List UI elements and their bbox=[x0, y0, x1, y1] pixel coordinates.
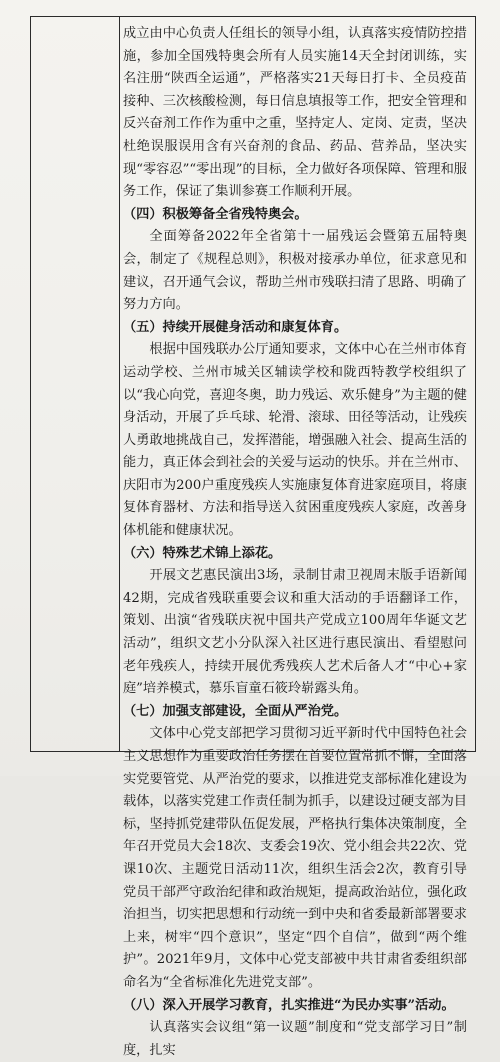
heading-8: （八）深入开展学习教育，扎实推进“为民办实事”活动。 bbox=[123, 997, 455, 1013]
paragraph-6: 认真落实会议组“第一议题”制度和“党支部学习日”制度，扎实 bbox=[123, 1020, 467, 1058]
paragraph-5: 文体中心党支部把学习贯彻习近平新时代中国特色社会主义思想作为重要政治任务摆在首要位置常抓不懈，全面落实党要管党、从严治党的要求，以推进党支部标准化建设为载体，以落实党建工作责任制为抓手，以建设过硬支部为目标，坚持抓党建带队伍促发展，严格执行集体决策制度，全年召开党员大会18次、支委会19次、党小组会共22次、党课10次、主题党日活动11次，组织生活会2次，教育引导党员干部严守政治纪律和政治规矩，提高政治站位，强化政治担当，切实把思想和行动统一到中央和省委最新部署要求上来，树牢“四个意识”，坚定“四个自信”，做到“两个维护”。2021年9月，文体中心党支部被中共甘肃省委组织部命名为“全省标准化先进党支部”。 bbox=[123, 726, 467, 990]
paragraph-1: 成立由中心负责人任组长的领导小组，认真落实疫情防控措施，参加全国残特奥会所有人员实施14天全封闭训练，实名注册“陕西全运通”，严格落实21天每日打卡、全员疫苗接种、三次核酸检测，每日信息填报等工作，把安全管理和反兴奋剂工作作为重中之重，坚持定人、定岗、定责，坚决杜绝误服误用含有兴奋剂的食品、药品、营养品，坚决实现“零容忍”“零出现”的目标，全力做好各项保障、管理和服务工作，保证了集训参赛工作顺利开展。 bbox=[123, 26, 467, 200]
paragraph-2: 全面筹备2022年全省第十一届残运会暨第五届特奥会，制定了《规程总则》，积极对接承办单位，征求意见和建议，召开通气会议，帮助兰州市残联扫清了思路、明确了努力方向。 bbox=[123, 229, 467, 313]
heading-4: （四）积极筹备全省残特奥会。 bbox=[123, 206, 308, 222]
paragraph-3: 根据中国残联办公厅通知要求，文体中心在兰州市体育运动学校、兰州市城关区辅读学校和陇西特教学校组织了以“我心向党，喜迎冬奥，助力残运、欢乐健身”为主题的健身活动，开展了乒乓球、轮滑、滚球、田径等活动，让残疾人勇敢地挑战自己，发挥潜能，增强融入社会、提高生活的能力，真正体会到社会的关爱与运动的快乐。并在兰州市、庆阳市为200户重度残疾人实施康复体育进家庭项目，将康复体育器材、方法和指导送入贫困重度残疾人家庭，改善身体机能和健康状况。 bbox=[123, 342, 467, 539]
heading-6: （六）特殊艺术锦上添花。 bbox=[123, 545, 282, 561]
document-body bbox=[123, 23, 467, 1058]
paragraph-4: 开展文艺惠民演出3场，录制甘肃卫视周末版手语新闻42期，完成省残联重要会议和重大活动的手语翻译工作，策划、出演“省残联庆祝中国共产党成立100周年华诞文艺活动”，组织文艺小分队深入社区进行惠民演出、看望慰问老年残疾人，持续开展优秀残疾人艺术后备人才“中心+家庭”培养模式，慕乐盲童石筱玲崭露头角。 bbox=[123, 568, 467, 697]
heading-5: （五）持续开展健身活动和康复体育。 bbox=[123, 319, 348, 335]
heading-7: （七）加强支部建设，全面从严治党。 bbox=[123, 703, 348, 719]
table-frame bbox=[30, 16, 476, 1058]
left-label-column bbox=[31, 17, 120, 751]
